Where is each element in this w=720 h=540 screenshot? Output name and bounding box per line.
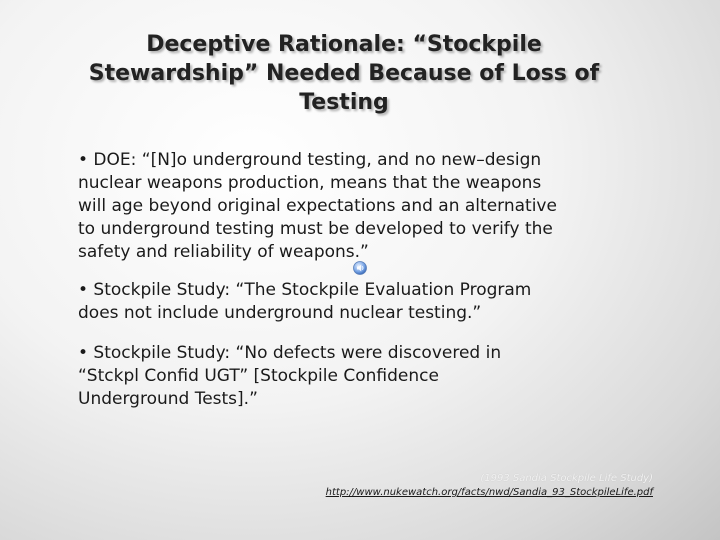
citation-source: (1993 Sandia Stockpile Life Study) bbox=[480, 473, 653, 484]
slide-title bbox=[20, 30, 668, 117]
bullet-line: to underground testing must be developed to verify the bbox=[78, 219, 553, 239]
bullet-line: • Stockpile Study: “No defects were discovered in bbox=[78, 343, 502, 363]
bullet-line: • Stockpile Study: “The Stockpile Evaluation Program bbox=[78, 280, 532, 300]
title-line: Testing bbox=[299, 90, 389, 115]
bullet-doe-quote bbox=[78, 149, 678, 264]
title-line: Deceptive Rationale: “Stockpile bbox=[146, 32, 542, 57]
bullet-line: does not include underground nuclear testing.” bbox=[78, 303, 482, 323]
bullet-line: will age beyond original expectations and an alternative bbox=[78, 196, 557, 216]
bullet-line: safety and reliability of weapons.” bbox=[78, 242, 369, 262]
bullet-line: Underground Tests].” bbox=[78, 389, 258, 409]
title-line: Stewardship” Needed Because of Loss of bbox=[88, 61, 600, 86]
bullet-stockpile-study-defects bbox=[78, 342, 678, 411]
citation bbox=[326, 472, 653, 500]
citation-link[interactable]: http://www.nukewatch.org/facts/nwd/Sandia_93_StockpileLife.pdf bbox=[325, 487, 653, 498]
bullet-stockpile-study-program bbox=[78, 279, 678, 325]
bullet-line: nuclear weapons production, means that the weapons bbox=[78, 173, 542, 193]
bullet-line: “Stckpl Confid UGT” [Stockpile Confidence bbox=[78, 366, 439, 386]
bullet-line: • DOE: “[N]o underground testing, and no new–design bbox=[78, 150, 542, 170]
speaker-icon[interactable] bbox=[352, 260, 368, 276]
